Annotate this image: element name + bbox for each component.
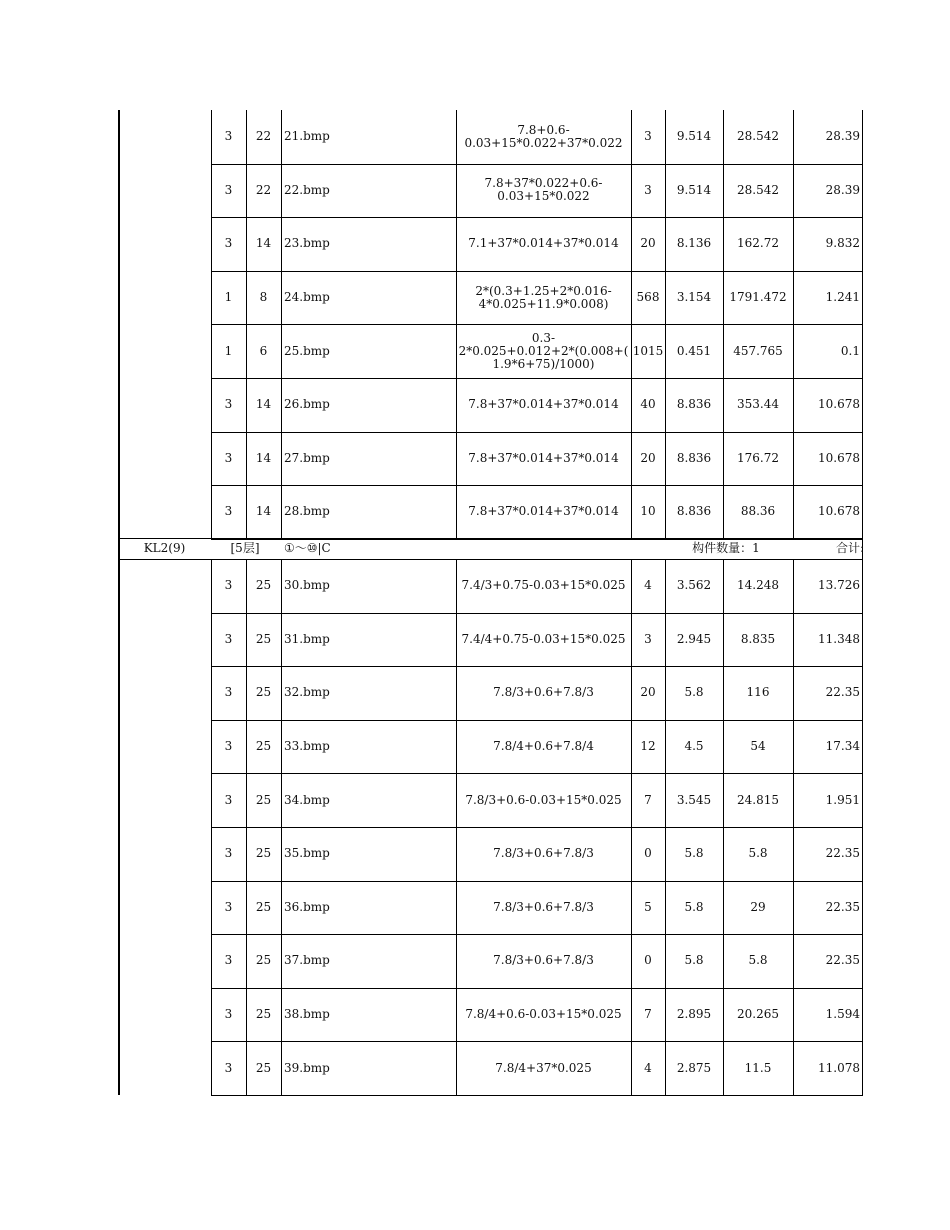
table-cell-total: 88.36 — [740, 504, 776, 519]
table-cell-weight: 11.348 — [818, 631, 860, 646]
table-cell-weight: 1.594 — [825, 1007, 860, 1022]
table-cell-grade: 3 — [224, 631, 233, 646]
table-cell-grade: 1 — [224, 290, 233, 305]
table-cell-grade: 3 — [224, 182, 233, 197]
table-cell-len: 9.514 — [676, 182, 712, 197]
table-cell-formula: 7.8+0.6- 0.03+15*0.022+37*0.022 — [464, 122, 623, 150]
table-cell-count: 10 — [640, 504, 656, 519]
table-cell-total: 457.765 — [733, 343, 783, 358]
table-cell-formula: 7.8/3+0.6-0.03+15*0.025 — [465, 792, 622, 807]
table-cell-grade: 3 — [224, 578, 233, 593]
table-cell-count: 4 — [644, 578, 652, 593]
table-cell-img: 39.bmp — [284, 1060, 330, 1075]
table-cell-weight: 1.951 — [825, 792, 860, 807]
table-cell-total: 24.815 — [737, 792, 779, 807]
table-cell-dia: 25 — [255, 739, 272, 754]
table-cell-img: 31.bmp — [284, 631, 330, 646]
table-cell-grade: 3 — [224, 504, 233, 519]
table-cell-formula: 7.8+37*0.014+37*0.014 — [468, 397, 619, 412]
table-cell-count: 3 — [644, 129, 652, 144]
table-cell-grade: 3 — [224, 899, 233, 914]
table-cell-weight: 28.39 — [825, 182, 860, 197]
table-cell-total: 5.8 — [748, 953, 768, 968]
member-floor: [5层] — [230, 541, 260, 555]
table-cell-formula: 7.8/3+0.6+7.8/3 — [493, 685, 594, 700]
table-cell-total: 28.542 — [737, 182, 779, 197]
table-cell-grade: 3 — [224, 236, 233, 251]
table-cell-total: 116 — [746, 685, 770, 700]
table-cell-count: 3 — [644, 631, 652, 646]
table-cell-weight: 22.35 — [825, 846, 860, 861]
table-grid-line — [211, 1095, 863, 1096]
table-cell-count: 40 — [640, 397, 656, 412]
table-cell-total: 20.265 — [737, 1007, 779, 1022]
table-cell-formula: 7.8+37*0.014+37*0.014 — [468, 450, 619, 465]
table-cell-dia: 25 — [255, 578, 272, 593]
table-cell-img: 32.bmp — [284, 685, 330, 700]
table-cell-dia: 25 — [255, 1007, 272, 1022]
table-cell-len: 8.836 — [676, 397, 712, 412]
table-cell-total: 11.5 — [744, 1060, 772, 1075]
table-cell-img: 33.bmp — [284, 739, 330, 754]
table-cell-formula: 7.8/4+37*0.025 — [495, 1060, 592, 1075]
table-cell-total: 54 — [750, 739, 766, 754]
table-cell-count: 1015 — [632, 343, 664, 358]
table-cell-weight: 28.39 — [825, 129, 860, 144]
table-cell-total: 29 — [750, 899, 766, 914]
table-cell-len: 2.945 — [676, 631, 712, 646]
table-cell-total: 8.835 — [740, 631, 776, 646]
table-cell-formula: 7.4/3+0.75-0.03+15*0.025 — [461, 578, 626, 593]
table-cell-img: 37.bmp — [284, 953, 330, 968]
table-cell-grade: 3 — [224, 1007, 233, 1022]
table-cell-len: 8.836 — [676, 504, 712, 519]
table-cell-img: 26.bmp — [284, 397, 330, 412]
table-cell-grade: 3 — [224, 685, 233, 700]
table-cell-formula: 7.8+37*0.022+0.6- 0.03+15*0.022 — [484, 176, 603, 204]
table-cell-dia: 22 — [255, 129, 272, 144]
table-cell-total: 176.72 — [737, 450, 779, 465]
member-axis: ①～⑩|C — [284, 541, 331, 555]
table-cell-grade: 3 — [224, 953, 233, 968]
table-grid-line — [118, 110, 120, 1095]
table-cell-count: 5 — [644, 899, 652, 914]
table-cell-img: 28.bmp — [284, 504, 330, 519]
table-cell-weight: 10.678 — [818, 504, 860, 519]
table-cell-dia: 25 — [255, 792, 272, 807]
table-cell-dia: 14 — [255, 236, 272, 251]
table-cell-count: 20 — [640, 236, 656, 251]
member-total-label: 合计: — [835, 541, 864, 555]
table-cell-len: 3.545 — [676, 792, 712, 807]
table-cell-len: 5.8 — [684, 846, 704, 861]
table-cell-len: 0.451 — [676, 343, 712, 358]
table-cell-count: 20 — [640, 450, 656, 465]
table-cell-grade: 1 — [224, 343, 233, 358]
table-cell-count: 12 — [640, 739, 656, 754]
table-cell-img: 22.bmp — [284, 182, 330, 197]
table-cell-total: 162.72 — [737, 236, 779, 251]
table-cell-count: 0 — [644, 953, 652, 968]
table-cell-dia: 25 — [255, 953, 272, 968]
table-cell-grade: 3 — [224, 450, 233, 465]
table-cell-img: 21.bmp — [284, 129, 330, 144]
table-cell-total: 14.248 — [737, 578, 779, 593]
table-cell-len: 5.8 — [684, 685, 704, 700]
table-cell-weight: 11.078 — [818, 1060, 860, 1075]
table-cell-img: 34.bmp — [284, 792, 330, 807]
table-cell-formula: 7.8/3+0.6+7.8/3 — [493, 846, 594, 861]
table-cell-formula: 0.3- 2*0.025+0.012+2*(0.008+( 1.9*6+75)/1000) — [458, 330, 629, 371]
table-cell-weight: 1.241 — [825, 290, 860, 305]
table-cell-formula: 7.8/4+0.6+7.8/4 — [493, 739, 594, 754]
table-cell-formula: 7.1+37*0.014+37*0.014 — [468, 236, 619, 251]
table-cell-count: 0 — [644, 846, 652, 861]
table-cell-len: 4.5 — [684, 739, 704, 754]
table-cell-dia: 14 — [255, 504, 272, 519]
table-cell-weight: 22.35 — [825, 953, 860, 968]
table-cell-grade: 3 — [224, 739, 233, 754]
table-cell-img: 24.bmp — [284, 290, 330, 305]
table-cell-weight: 9.832 — [825, 236, 860, 251]
table-cell-dia: 25 — [255, 685, 272, 700]
table-cell-count: 4 — [644, 1060, 652, 1075]
table-cell-weight: 10.678 — [818, 397, 860, 412]
table-cell-count: 20 — [640, 685, 656, 700]
table-cell-img: 36.bmp — [284, 899, 330, 914]
table-cell-dia: 8 — [259, 290, 268, 305]
table-cell-count: 7 — [644, 792, 652, 807]
table-cell-img: 27.bmp — [284, 450, 330, 465]
member-count: 构件数量：1 — [692, 541, 760, 555]
table-cell-len: 2.875 — [676, 1060, 712, 1075]
table-cell-len: 8.136 — [676, 236, 712, 251]
table-cell-formula: 7.8/3+0.6+7.8/3 — [493, 953, 594, 968]
table-cell-img: 23.bmp — [284, 236, 330, 251]
table-cell-weight: 22.35 — [825, 685, 860, 700]
table-cell-dia: 25 — [255, 899, 272, 914]
table-cell-len: 9.514 — [676, 129, 712, 144]
table-cell-grade: 3 — [224, 792, 233, 807]
table-cell-count: 568 — [636, 290, 660, 305]
table-cell-weight: 0.1 — [840, 343, 860, 358]
table-cell-count: 3 — [644, 182, 652, 197]
table-cell-weight: 22.35 — [825, 899, 860, 914]
table-cell-weight: 17.34 — [825, 739, 860, 754]
table-cell-dia: 14 — [255, 397, 272, 412]
table-cell-formula: 7.4/4+0.75-0.03+15*0.025 — [461, 631, 626, 646]
table-cell-weight: 10.678 — [818, 450, 860, 465]
member-name: KL2(9) — [143, 541, 186, 555]
table-cell-img: 38.bmp — [284, 1007, 330, 1022]
table-cell-dia: 25 — [255, 846, 272, 861]
table-cell-img: 25.bmp — [284, 343, 330, 358]
table-cell-dia: 22 — [255, 182, 272, 197]
table-cell-len: 2.895 — [676, 1007, 712, 1022]
table-cell-grade: 3 — [224, 397, 233, 412]
table-cell-grade: 3 — [224, 129, 233, 144]
table-cell-dia: 25 — [255, 1060, 272, 1075]
table-cell-dia: 25 — [255, 631, 272, 646]
table-cell-grade: 3 — [224, 1060, 233, 1075]
table-cell-total: 1791.472 — [729, 290, 787, 305]
table-cell-len: 3.562 — [676, 578, 712, 593]
table-cell-img: 30.bmp — [284, 578, 330, 593]
table-cell-len: 3.154 — [676, 290, 712, 305]
table-cell-grade: 3 — [224, 846, 233, 861]
table-cell-len: 8.836 — [676, 450, 712, 465]
table-cell-count: 7 — [644, 1007, 652, 1022]
table-cell-formula: 2*(0.3+1.25+2*0.016- 4*0.025+11.9*0.008) — [475, 283, 612, 311]
table-cell-total: 5.8 — [748, 846, 768, 861]
table-cell-dia: 6 — [259, 343, 268, 358]
table-cell-formula: 7.8/3+0.6+7.8/3 — [493, 899, 594, 914]
table-cell-total: 28.542 — [737, 129, 779, 144]
table-cell-formula: 7.8/4+0.6-0.03+15*0.025 — [465, 1007, 622, 1022]
table-cell-len: 5.8 — [684, 899, 704, 914]
table-cell-weight: 13.726 — [818, 578, 860, 593]
table-cell-total: 353.44 — [737, 397, 779, 412]
table-cell-len: 5.8 — [684, 953, 704, 968]
table-cell-dia: 14 — [255, 450, 272, 465]
table-cell-img: 35.bmp — [284, 846, 330, 861]
table-cell-formula: 7.8+37*0.014+37*0.014 — [468, 504, 619, 519]
